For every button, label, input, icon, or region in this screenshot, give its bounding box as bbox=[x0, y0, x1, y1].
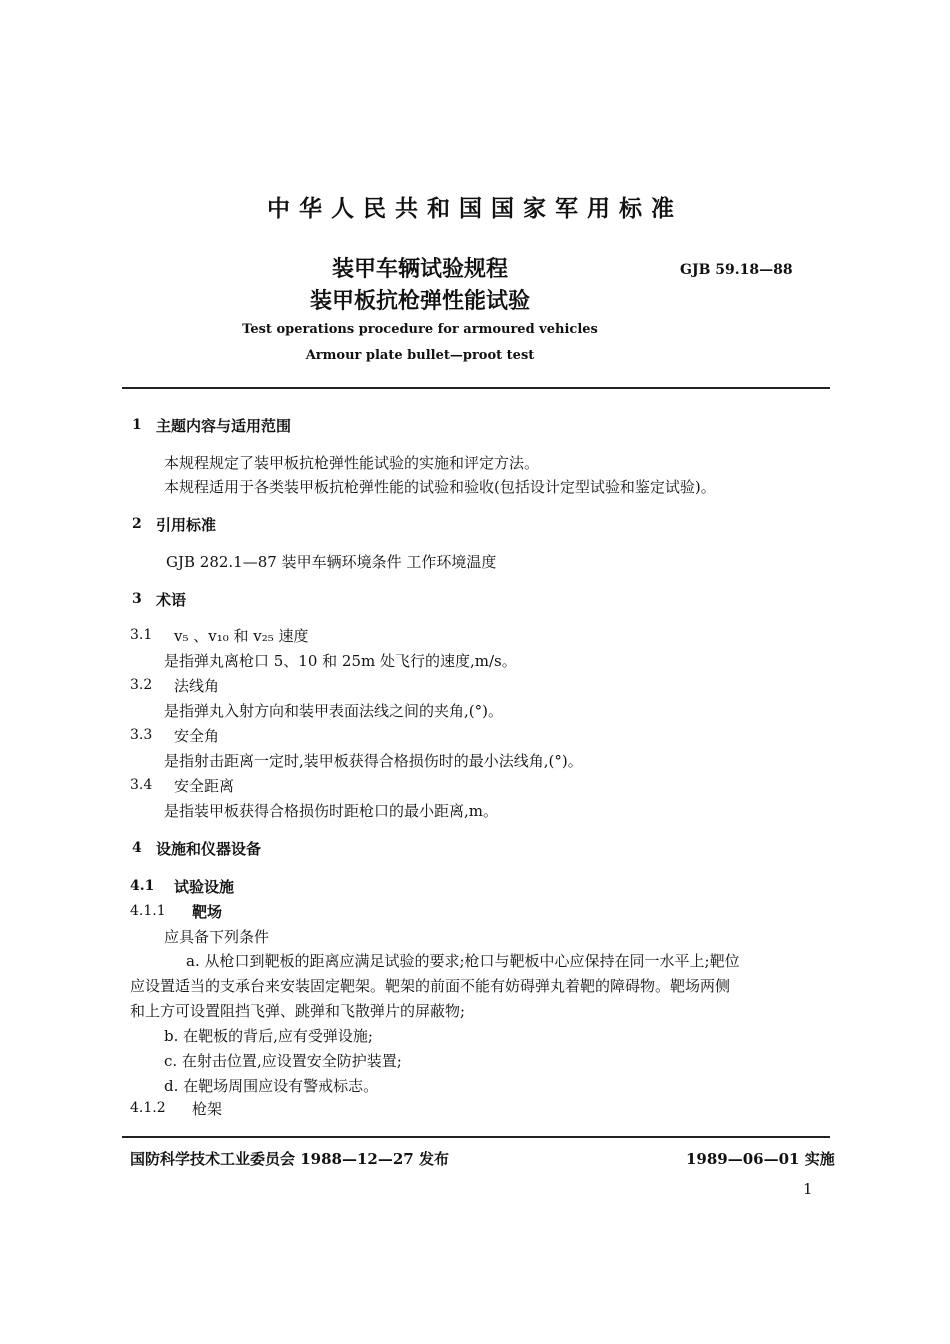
title-line-2: 装甲板抗枪弹性能试验 bbox=[309, 288, 530, 314]
effective-date: 1989—06—01 实施 bbox=[686, 1150, 835, 1168]
english-title-1: Test operations procedure for armoured vehicles bbox=[242, 322, 598, 337]
section-2-number: 2 bbox=[132, 516, 142, 532]
term-4-title: 安全距离 bbox=[174, 777, 235, 795]
subsection-4-1-number: 4.1 bbox=[130, 878, 155, 894]
section-2-title: 引用标准 bbox=[156, 516, 217, 534]
term-1-number: 3.1 bbox=[130, 627, 153, 643]
term-1-definition: 是指弹丸离枪口 5、10 和 25m 处飞行的速度,m/s。 bbox=[164, 652, 517, 670]
term-2-number: 3.2 bbox=[130, 677, 153, 693]
section-4-number: 4 bbox=[132, 840, 142, 856]
subsection-4-1-title: 试验设施 bbox=[174, 878, 235, 896]
condition-a-line-3: 和上方可设置阻挡飞弹、跳弹和飞散弹片的屏蔽物; bbox=[130, 1002, 466, 1020]
condition-d: d. 在靶场周围应设有警戒标志。 bbox=[164, 1077, 379, 1095]
standard-header: 中华人民共和国国家军用标准 bbox=[267, 195, 683, 222]
section-1-para-2: 本规程适用于各类装甲板抗枪弹性能的试验和验收(包括设计定型试验和鉴定试验)。 bbox=[164, 478, 716, 496]
term-4-definition: 是指装甲板获得合格损伤时距枪口的最小距离,m。 bbox=[164, 802, 498, 820]
subsection-4-1-2-number: 4.1.2 bbox=[130, 1100, 166, 1116]
section-3-title: 术语 bbox=[156, 591, 187, 609]
term-1-title: v₅ 、v₁₀ 和 v₂₅ 速度 bbox=[174, 627, 309, 645]
conditions-intro: 应具备下列条件 bbox=[164, 928, 270, 946]
section-1-number: 1 bbox=[132, 417, 142, 433]
section-1-para-1: 本规程规定了装甲板抗枪弹性能试验的实施和评定方法。 bbox=[164, 454, 540, 472]
term-3-definition: 是指射击距离一定时,装甲板获得合格损伤时的最小法线角,(°)。 bbox=[164, 752, 583, 770]
condition-b: b. 在靶板的背后,应有受弹设施; bbox=[164, 1027, 373, 1045]
condition-a-line-1: a. 从枪口到靶板的距离应满足试验的要求;枪口与靶板中心应保持在同一水平上;靶位 bbox=[186, 952, 740, 970]
term-4-number: 3.4 bbox=[130, 777, 153, 793]
header-rule bbox=[122, 387, 830, 389]
section-1-title: 主题内容与适用范围 bbox=[156, 417, 292, 435]
title-line-1: 装甲车辆试验规程 bbox=[331, 256, 508, 282]
page-number: 1 bbox=[803, 1180, 813, 1198]
footer-rule bbox=[122, 1136, 830, 1138]
issue-date: 国防科学技术工业委员会 1988—12—27 发布 bbox=[130, 1150, 449, 1168]
standard-code: GJB 59.18—88 bbox=[680, 262, 793, 278]
term-3-number: 3.3 bbox=[130, 727, 153, 743]
term-2-definition: 是指弹丸入射方向和装甲表面法线之间的夹角,(°)。 bbox=[164, 702, 503, 720]
term-3-title: 安全角 bbox=[174, 727, 220, 745]
term-2-title: 法线角 bbox=[174, 677, 220, 695]
subsection-4-1-1-title: 靶场 bbox=[192, 903, 223, 921]
reference-standard: GJB 282.1—87 装甲车辆环境条件 工作环境温度 bbox=[166, 553, 497, 571]
condition-a-line-2: 应设置适当的支承台来安装固定靶架。靶架的前面不能有妨碍弹丸着靶的障碍物。靶场两侧 bbox=[130, 977, 731, 995]
english-title-2: Armour plate bullet—proot test bbox=[305, 348, 535, 363]
subsection-4-1-2-title: 枪架 bbox=[192, 1100, 223, 1118]
section-4-title: 设施和仪器设备 bbox=[156, 840, 262, 858]
subsection-4-1-1-number: 4.1.1 bbox=[130, 903, 166, 919]
condition-c: c. 在射击位置,应设置安全防护装置; bbox=[164, 1052, 402, 1070]
section-3-number: 3 bbox=[132, 591, 142, 607]
